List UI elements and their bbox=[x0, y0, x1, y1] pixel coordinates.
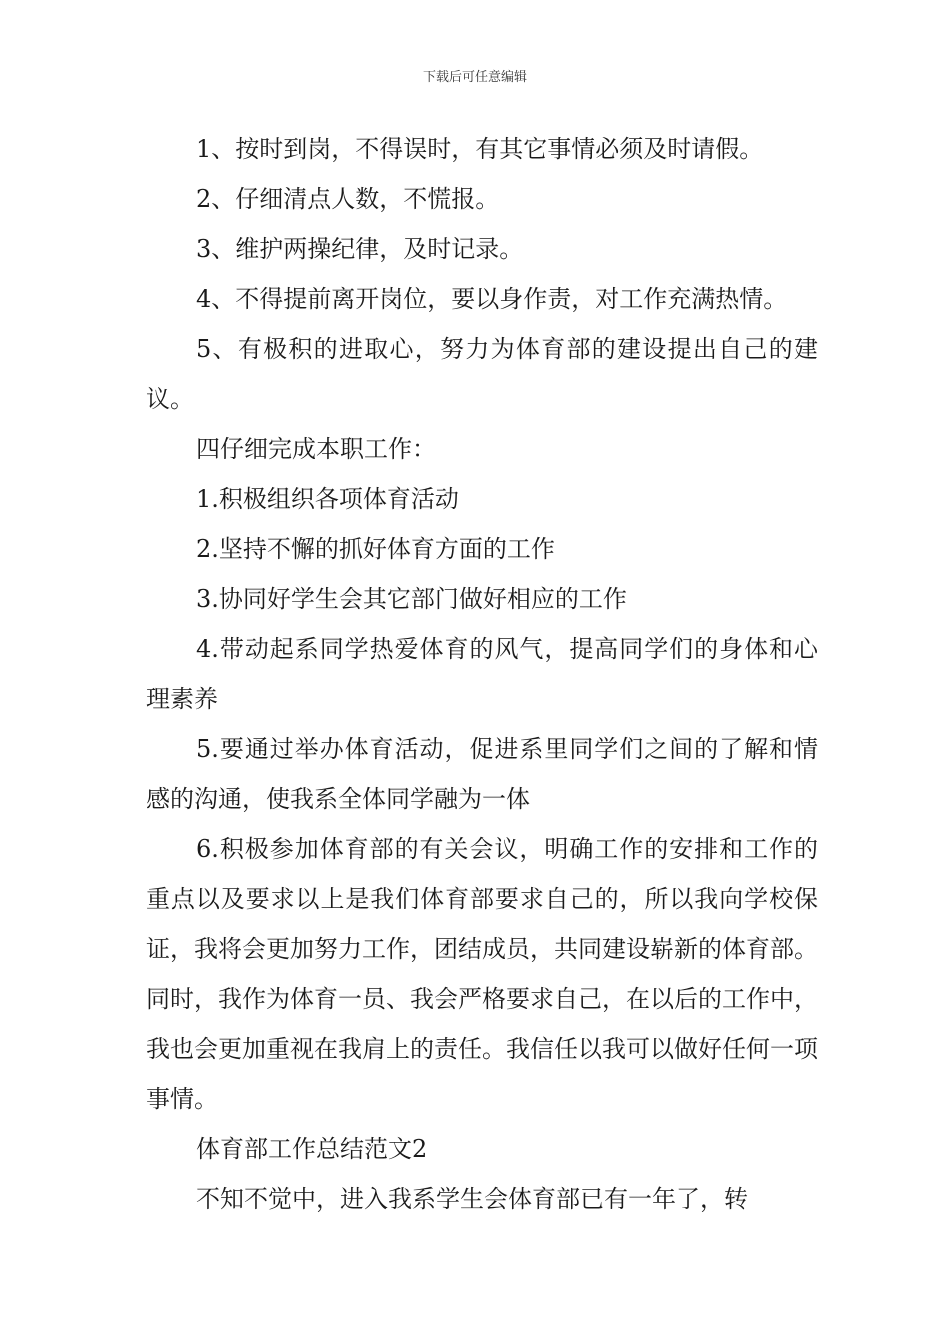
rule-item-5: 5、有极积的进取心，努力为体育部的建设提出自己的建议。 bbox=[146, 335, 818, 413]
document-body bbox=[146, 124, 818, 1224]
duty-item-5: 5.要通过举办体育活动，促进系里同学们之间的了解和情感的沟通，使我系全体同学融为一体 bbox=[146, 735, 818, 813]
rule-item-3: 3、维护两操纪律，及时记录。 bbox=[196, 235, 524, 263]
duty-item-6: 6.积极参加体育部的有关会议，明确工作的安排和工作的重点以及要求以上是我们体育部要求自己的，所以我向学校保证，我将会更加努力工作，团结成员，共同建设崭新的体育部。同时，我作为体育一员、我会严格要求自己，在以后的工作中，我也会更加重视在我肩上的责任。我信任以我可以做好任何一项事情。 bbox=[146, 835, 818, 1113]
section-heading: 四仔细完成本职工作： bbox=[196, 435, 436, 463]
rule-item-1: 1、按时到岗，不得误时，有其它事情必须及时请假。 bbox=[196, 135, 764, 163]
rule-item-2: 2、仔细清点人数，不慌报。 bbox=[196, 185, 500, 213]
duty-item-4: 4.带动起系同学热爱体育的风气，提高同学们的身体和心理素养 bbox=[146, 635, 818, 713]
rule-item-4: 4、不得提前离开岗位，要以身作责，对工作充满热情。 bbox=[196, 285, 788, 313]
duty-item-3: 3.协同好学生会其它部门做好相应的工作 bbox=[196, 585, 627, 613]
duty-item-1: 1.积极组织各项体育活动 bbox=[196, 485, 459, 513]
article-paragraph: 不知不觉中，进入我系学生会体育部已有一年了，转 bbox=[196, 1185, 748, 1213]
article-title: 体育部工作总结范文2 bbox=[196, 1135, 428, 1163]
page-header: 下载后可任意编辑 bbox=[422, 70, 527, 85]
duty-item-2: 2.坚持不懈的抓好体育方面的工作 bbox=[196, 535, 555, 563]
